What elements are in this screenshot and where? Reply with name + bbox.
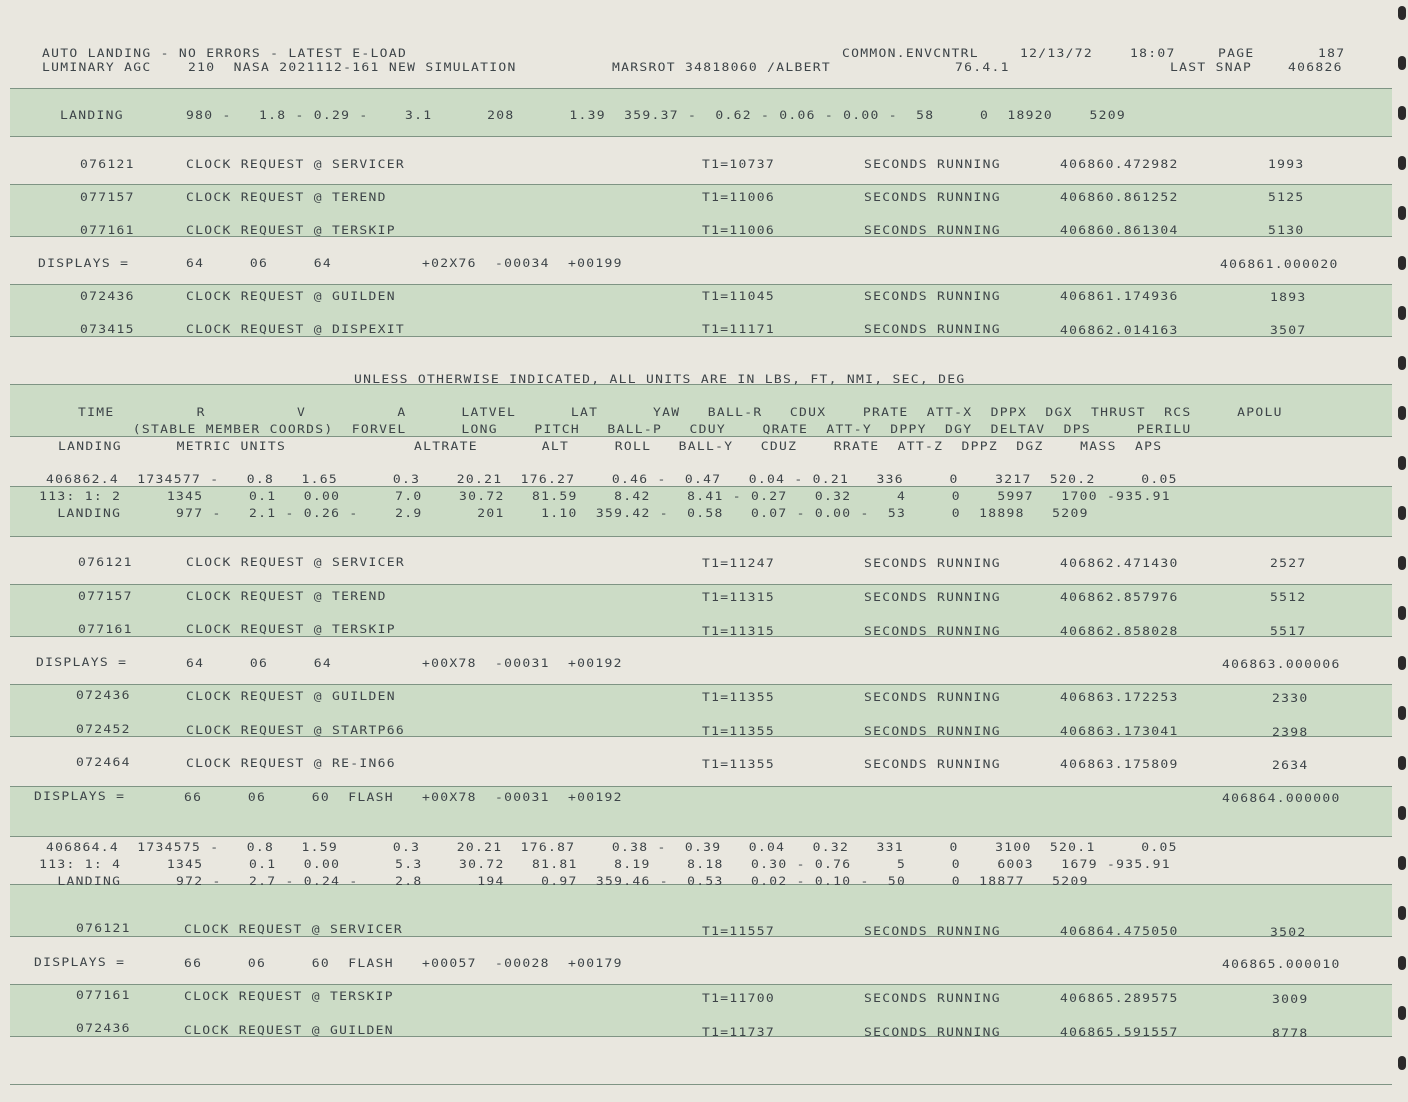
header-time: 18:07 — [1130, 47, 1176, 61]
log-t1: T1=11700 — [702, 992, 776, 1006]
log-text: CLOCK REQUEST @ GUILDEN — [184, 1024, 394, 1038]
log-address: 077161 — [76, 989, 131, 1003]
displays-label: DISPLAYS = — [36, 656, 128, 670]
log-time: 406860.861252 — [1060, 191, 1179, 205]
log-t1: T1=11355 — [702, 691, 776, 705]
landing-values: 980 - 1.8 - 0.29 - 3.1 208 1.39 359.37 - 0.62 - 0.06 - 0.00 - 58 0 18920 5209 — [186, 109, 1127, 123]
nav-data-row1: 406862.4 1734577 - 0.8 1.65 0.3 20.21 176.27 0.46 - 0.47 0.04 - 0.21 336 0 3217 520.2 0.05 — [46, 473, 1178, 487]
displays-values: +00057 -00028 +00179 — [422, 957, 623, 971]
log-address: 076121 — [80, 158, 135, 172]
log-time: 406862.857976 — [1060, 591, 1179, 605]
feed-hole — [1398, 456, 1406, 470]
log-time: 406860.472982 — [1060, 158, 1179, 172]
log-count: 1893 — [1270, 291, 1307, 305]
rule-line — [10, 184, 1392, 185]
log-count: 3502 — [1270, 926, 1307, 940]
log-count: 1993 — [1268, 158, 1305, 172]
log-t1: T1=11557 — [702, 925, 776, 939]
log-status: SECONDS RUNNING — [864, 725, 1001, 739]
log-count: 5125 — [1268, 191, 1305, 205]
feed-hole — [1398, 406, 1406, 420]
log-status: SECONDS RUNNING — [864, 591, 1001, 605]
log-time: 406863.172253 — [1060, 691, 1179, 705]
log-address: 073415 — [80, 323, 135, 337]
feed-hole — [1398, 106, 1406, 120]
log-text: CLOCK REQUEST @ STARTP66 — [186, 724, 406, 738]
feed-hole — [1398, 806, 1406, 820]
log-status: SECONDS RUNNING — [864, 290, 1001, 304]
log-time: 406865.289575 — [1060, 992, 1179, 1006]
log-text: CLOCK REQUEST @ TERSKIP — [186, 224, 396, 238]
feed-hole — [1398, 556, 1406, 570]
rule-line — [10, 88, 1392, 89]
feed-hole — [1398, 606, 1406, 620]
log-t1: T1=11006 — [702, 224, 776, 238]
header-common: COMMON.ENVCNTRL — [842, 47, 979, 61]
log-text: CLOCK REQUEST @ GUILDEN — [186, 690, 396, 704]
log-text: CLOCK REQUEST @ SERVICER — [186, 158, 406, 172]
log-status: SECONDS RUNNING — [864, 557, 1001, 571]
log-time: 406862.014163 — [1060, 324, 1179, 338]
feed-hole — [1398, 956, 1406, 970]
log-address: 077161 — [78, 623, 133, 637]
header-last-snap-value: 406826 — [1288, 61, 1343, 75]
log-status: SECONDS RUNNING — [864, 625, 1001, 639]
log-count: 3009 — [1272, 993, 1309, 1007]
landing-label: LANDING — [60, 109, 124, 123]
log-address: 077157 — [80, 191, 135, 205]
rule-line — [10, 136, 1392, 137]
feed-hole — [1398, 156, 1406, 170]
feed-hole — [1398, 656, 1406, 670]
log-status: SECONDS RUNNING — [864, 191, 1001, 205]
displays-time: 406863.000006 — [1222, 658, 1341, 672]
log-address: 072436 — [76, 689, 131, 703]
log-time: 406863.175809 — [1060, 758, 1179, 772]
column-headers-row3: LANDING METRIC UNITS ALTRATE ALT ROLL BALL-Y CDUZ RRATE ATT-Z DPPZ DGZ MASS APS — [58, 440, 1163, 454]
nav-data-row3: LANDING 972 - 2.7 - 0.24 - 2.8 194 0.97 359.46 - 0.53 0.02 - 0.10 - 50 0 18877 5209 — [30, 875, 1089, 889]
column-headers-row2: (STABLE MEMBER COORDS) FORVEL LONG PITCH BALL-P CDUY QRATE ATT-Y DPPY DGY DELTAV DPS PERILU — [78, 423, 1192, 437]
nav-data-row3: LANDING 977 - 2.1 - 0.26 - 2.9 201 1.10 359.42 - 0.58 0.07 - 0.00 - 53 0 18898 5209 — [30, 507, 1089, 521]
displays-time: 406865.000010 — [1222, 958, 1341, 972]
rule-line — [10, 584, 1392, 585]
log-t1: T1=10737 — [702, 158, 776, 172]
log-status: SECONDS RUNNING — [864, 758, 1001, 772]
nav-data-row2: 113: 1: 2 1345 0.1 0.00 7.0 30.72 81.59 8.42 8.41 - 0.27 0.32 4 0 5997 1700 -935.91 — [30, 490, 1171, 504]
log-count: 5512 — [1270, 591, 1307, 605]
displays-label: DISPLAYS = — [34, 790, 126, 804]
log-address: 072436 — [80, 290, 135, 304]
log-count: 2527 — [1270, 557, 1307, 571]
log-count: 3507 — [1270, 324, 1307, 338]
log-status: SECONDS RUNNING — [864, 224, 1001, 238]
log-text: CLOCK REQUEST @ RE-IN66 — [186, 757, 396, 771]
rule-line — [10, 984, 1392, 985]
displays-codes: 64 06 64 — [186, 257, 333, 271]
feed-hole — [1398, 1006, 1406, 1020]
log-address: 072436 — [76, 1022, 131, 1036]
log-address: 072452 — [76, 723, 131, 737]
log-t1: T1=11315 — [702, 591, 776, 605]
log-t1: T1=11006 — [702, 191, 776, 205]
log-status: SECONDS RUNNING — [864, 992, 1001, 1006]
log-t1: T1=11355 — [702, 758, 776, 772]
displays-values: +02X76 -00034 +00199 — [422, 257, 623, 271]
displays-label: DISPLAYS = — [34, 956, 126, 970]
feed-hole — [1398, 206, 1406, 220]
log-time: 406861.174936 — [1060, 290, 1179, 304]
log-address: 072464 — [76, 756, 131, 770]
log-time: 406864.475050 — [1060, 925, 1179, 939]
log-t1: T1=11315 — [702, 625, 776, 639]
displays-codes: 66 06 60 FLASH — [184, 957, 394, 971]
log-text: CLOCK REQUEST @ TEREND — [186, 191, 387, 205]
header-version: 76.4.1 — [955, 61, 1010, 75]
displays-values: +00X78 -00031 +00192 — [422, 657, 623, 671]
displays-codes: 64 06 64 — [186, 657, 333, 671]
rule-line — [10, 1084, 1392, 1085]
displays-label: DISPLAYS = — [38, 257, 130, 271]
log-status: SECONDS RUNNING — [864, 691, 1001, 705]
feed-hole — [1398, 756, 1406, 770]
header-luminary: LUMINARY AGC 210 NASA 2021112-161 NEW SIMULATION — [42, 61, 517, 75]
header-date: 12/13/72 — [1020, 47, 1094, 61]
feed-hole — [1398, 1056, 1406, 1070]
log-text: CLOCK REQUEST @ TERSKIP — [184, 990, 394, 1004]
log-text: CLOCK REQUEST @ GUILDEN — [186, 290, 396, 304]
header-page-number: 187 — [1318, 47, 1346, 61]
log-address: 077157 — [78, 590, 133, 604]
displays-values: +00X78 -00031 +00192 — [422, 791, 623, 805]
log-t1: T1=11045 — [702, 290, 776, 304]
feed-hole — [1398, 906, 1406, 920]
header-last-snap-label: LAST SNAP — [1170, 61, 1253, 75]
header-title: AUTO LANDING - NO ERRORS - LATEST E-LOAD — [42, 47, 408, 61]
log-count: 5517 — [1270, 625, 1307, 639]
log-time: 406863.173041 — [1060, 725, 1179, 739]
log-address: 076121 — [76, 922, 131, 936]
log-t1: T1=11737 — [702, 1026, 776, 1040]
rule-line — [10, 536, 1392, 537]
log-t1: T1=11171 — [702, 323, 776, 337]
column-headers-row1: TIME R V A LATVEL LAT YAW BALL-R CDUX PRATE ATT-X DPPX DGX THRUST RCS APOLU — [78, 406, 1283, 420]
log-status: SECONDS RUNNING — [864, 158, 1001, 172]
displays-codes: 66 06 60 FLASH — [184, 791, 394, 805]
rule-line — [10, 284, 1392, 285]
feed-hole — [1398, 256, 1406, 270]
nav-data-row1: 406864.4 1734575 - 0.8 1.59 0.3 20.21 176.87 0.38 - 0.39 0.04 0.32 331 0 3100 520.1 0.05 — [46, 841, 1178, 855]
log-count: 2330 — [1272, 692, 1309, 706]
displays-time: 406864.000000 — [1222, 792, 1341, 806]
units-note: UNLESS OTHERWISE INDICATED, ALL UNITS ARE IN LBS, FT, NMI, SEC, DEG — [354, 373, 966, 387]
feed-hole — [1398, 856, 1406, 870]
log-count: 2398 — [1272, 726, 1309, 740]
rule-line — [10, 684, 1392, 685]
nav-data-row2: 113: 1: 4 1345 0.1 0.00 5.3 30.72 81.81 8.19 8.18 0.30 - 0.76 5 0 6003 1679 -935.91 — [30, 858, 1171, 872]
log-count: 2634 — [1272, 759, 1309, 773]
header-page-label: PAGE — [1218, 47, 1255, 61]
log-count: 5130 — [1268, 224, 1305, 238]
log-count: 8778 — [1272, 1027, 1309, 1041]
log-time: 406862.471430 — [1060, 557, 1179, 571]
feed-hole — [1398, 356, 1406, 370]
log-status: SECONDS RUNNING — [864, 323, 1001, 337]
log-address: 077161 — [80, 224, 135, 238]
displays-time: 406861.000020 — [1220, 258, 1339, 272]
log-text: CLOCK REQUEST @ DISPEXIT — [186, 323, 406, 337]
log-t1: T1=11247 — [702, 557, 776, 571]
log-time: 406865.591557 — [1060, 1026, 1179, 1040]
rule-line — [10, 786, 1392, 787]
log-address: 076121 — [78, 556, 133, 570]
rule-line — [10, 836, 1392, 837]
log-text: CLOCK REQUEST @ SERVICER — [186, 556, 406, 570]
log-text: CLOCK REQUEST @ TERSKIP — [186, 623, 396, 637]
feed-hole — [1398, 506, 1406, 520]
header-marsrot: MARSROT 34818060 /ALBERT — [612, 61, 832, 75]
log-status: SECONDS RUNNING — [864, 1026, 1001, 1040]
log-t1: T1=11355 — [702, 725, 776, 739]
feed-hole — [1398, 56, 1406, 70]
log-time: 406860.861304 — [1060, 224, 1179, 238]
log-text: CLOCK REQUEST @ TEREND — [186, 590, 387, 604]
log-time: 406862.858028 — [1060, 625, 1179, 639]
log-text: CLOCK REQUEST @ SERVICER — [184, 923, 404, 937]
feed-hole — [1398, 706, 1406, 720]
feed-hole — [1398, 6, 1406, 20]
feed-hole — [1398, 306, 1406, 320]
log-status: SECONDS RUNNING — [864, 925, 1001, 939]
